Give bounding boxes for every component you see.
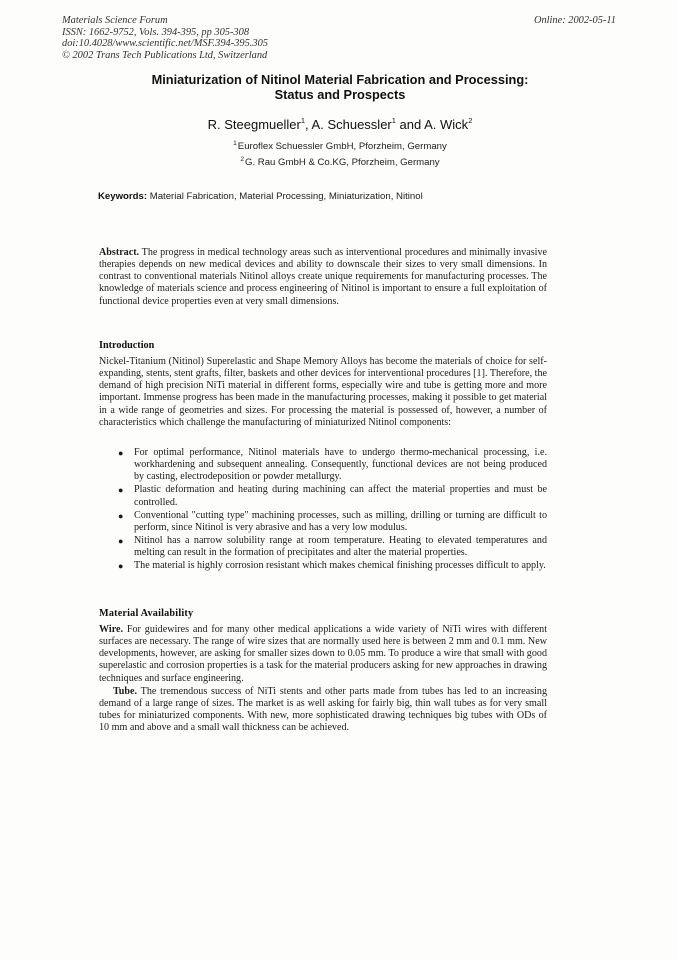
wire-paragraph [99, 624, 547, 685]
affiliation-1-sup: 1 [233, 140, 237, 147]
online-date: Online: 2002-05-11 [533, 15, 616, 26]
author-3-affil: 2 [468, 116, 473, 125]
list-item [116, 560, 547, 572]
list-item-text: Conventional "cutting type" machining processes, such as milling, drilling or turning are difficult to perform, since Nitinol is very abrasive and has a very low modulus. [134, 509, 547, 533]
wire-text: For guidewires and for many other medical applications a wide variety of NiTi wires with different surfaces are necessary. The range of wire sizes that are normally used here is between 2 mm and 0.1 mm. New developments, however, are asking for smaller sizes down to 0.05 mm. To produce a wire that small with good superelastic and corrosion properties is a task for the material producers asking for new approaches in drawing techniques and surface engineering. [99, 624, 547, 684]
section-heading-introduction: Introduction [99, 340, 155, 351]
keywords-text: Material Fabrication, Material Processing, Miniaturization, Nitinol [147, 191, 423, 202]
list-item [116, 535, 547, 559]
list-item-text: Plastic deformation and heating during machining can affect the material properties and must be controlled. [134, 484, 547, 508]
author-separator: and [395, 117, 425, 132]
bullet-icon: ● [118, 510, 124, 521]
introduction-paragraph: Nickel-Titanium (Nitinol) Superelastic and Shape Memory Alloys has become the materials of choice for self-expanding, stents, stent grafts, filter, baskets and other devices for interventional procedures [1]. Therefore, the demand of high precision NiTi material in different forms, especially wire and tube is getting more and more important. Immense progress has been made in the manufacturing processes, making it possible to get material in a wide range of geometries and sizes. For processing the material is possessed of, however, a number of characteristics which challenge the manufacturing of miniaturized Nitinol components: [99, 356, 547, 428]
author-2: A. Schuessler [311, 117, 392, 132]
issn-line: ISSN: 1662-9752, Vols. 394-395, pp 305-308 [62, 26, 250, 38]
wire-label: Wire. [99, 624, 124, 635]
affiliation-1 [80, 140, 600, 152]
list-item [116, 484, 547, 508]
affiliation-2-sup: 2 [240, 156, 244, 163]
bullet-icon: ● [118, 485, 124, 496]
author-list [80, 116, 600, 132]
journal-header [62, 15, 268, 61]
title-line-2: Status and Prospects [274, 87, 406, 102]
bullet-icon: ● [118, 448, 124, 458]
journal-name: Materials Science Forum [62, 15, 168, 26]
keywords [98, 191, 423, 202]
abstract-label: Abstract. [99, 247, 140, 258]
copyright-line: © 2002 Trans Tech Publications Ltd, Switzerland [62, 49, 268, 61]
tube-label: Tube. [113, 686, 138, 697]
list-item-text: Nitinol has a narrow solubility range at room temperature. Heating to elevated temperatures and melting can result in the formation of precipitates and alter the material properties. [134, 535, 547, 559]
author-separator: , [305, 117, 312, 132]
tube-paragraph [99, 686, 547, 735]
challenge-list [116, 447, 547, 574]
doi-line: doi:10.4028/www.scientific.net/MSF.394-395.305 [62, 38, 268, 50]
list-item [116, 447, 547, 483]
affiliation-2 [80, 156, 600, 168]
list-item-text: The material is highly corrosion resistant which makes chemical finishing processes difficult to apply. [134, 560, 546, 572]
bullet-icon: ● [118, 561, 124, 572]
list-item [116, 510, 547, 534]
list-item-text: For optimal performance, Nitinol materials have to undergo thermo-mechanical processing, i.e. workhardening and subsequent annealing. Consequently, functional devices are not being produced by casting, electrodeposition or powder metallurgy. [134, 447, 547, 483]
bullet-icon: ● [118, 536, 124, 547]
author-1: R. Steegmueller [207, 117, 301, 132]
affiliation-2-text: G. Rau GmbH & Co.KG, Pforzheim, Germany [245, 157, 440, 168]
author-2-affil: 1 [391, 116, 396, 125]
section-heading-material-availability: Material Availability [99, 608, 194, 619]
author-3: A. Wick [424, 117, 469, 132]
author-1-affil: 1 [300, 116, 306, 125]
keywords-label: Keywords: [98, 191, 148, 202]
abstract-text: The progress in medical technology areas such as interventional procedures and minimally invasive therapies depends on new medical devices and ability to downscale their sizes to very small dimensions. In contrast to conventional materials Nitinol alloys create unique requirements for manufacturing processes. The knowledge of materials science and process engineering of Nitinol is important to ensure a full exploitation of functional device properties even at very small dimensions. [99, 247, 547, 307]
affiliation-1-text: Euroflex Schuessler GmbH, Pforzheim, Germany [237, 141, 447, 152]
tube-text: The tremendous success of NiTi stents and other parts made from tubes has led to an increasing demand of a large range of sizes. The market is as well asking for fairly big, thin wall tubes as for very small tubes for miniaturized components. With new, more sophisticated drawing techniques big tubes with ODs of 10 mm and above and a small wall thickness can be achieved. [99, 686, 547, 734]
paper-title [80, 72, 600, 102]
abstract-paragraph [99, 247, 547, 308]
title-line-1: Miniaturization of Nitinol Material Fabrication and Processing: [151, 72, 529, 87]
